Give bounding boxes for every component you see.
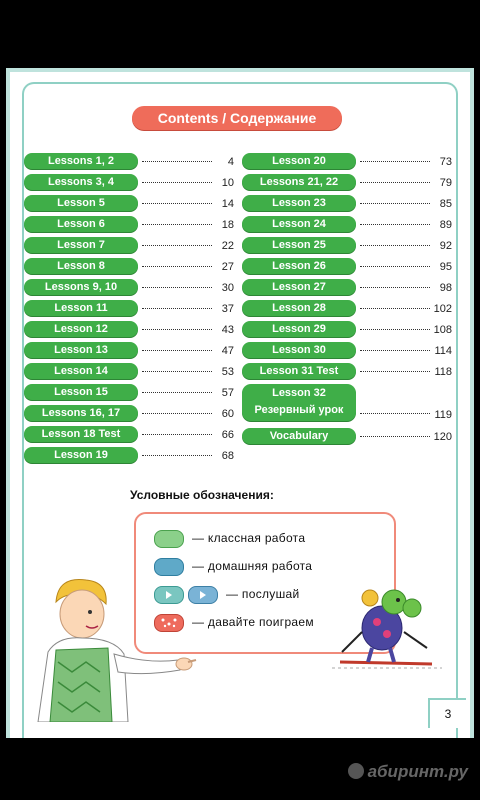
toc-page: 114 [434, 345, 452, 357]
leader-dots [142, 266, 212, 267]
toc-label: Lesson 26 [242, 258, 356, 274]
toc-label: Lesson 29 [242, 321, 356, 337]
leader-dots [360, 245, 430, 246]
toc-page: 73 [439, 156, 452, 168]
toc-row[interactable] [242, 320, 452, 341]
leader-dots [142, 203, 212, 204]
toc-label: Lesson 25 [242, 237, 356, 253]
toc-row[interactable] [242, 236, 452, 257]
leader-dots [142, 245, 212, 246]
toc-row[interactable] [242, 341, 452, 362]
legend-text: — давайте поиграем [192, 615, 314, 629]
toc-page: 119 [434, 409, 452, 421]
toc-row[interactable] [242, 278, 452, 299]
leader-dots [142, 455, 212, 456]
toc-page: 98 [439, 282, 452, 294]
toc-row[interactable] [242, 257, 452, 278]
toc-row[interactable] [24, 152, 234, 173]
leader-dots [360, 329, 430, 330]
leader-dots [360, 308, 430, 309]
toc-label: Lesson 6 [24, 216, 138, 232]
toc-row[interactable] [242, 427, 452, 448]
toc-page: 53 [221, 366, 234, 378]
leader-dots [142, 329, 212, 330]
toc-label: Lessons 16, 17 [24, 405, 138, 421]
toc-label: Lesson 8 [24, 258, 138, 274]
toc-label: Lessons 9, 10 [24, 279, 138, 295]
contents-left-column [24, 152, 234, 467]
toc-row[interactable] [24, 404, 234, 425]
toc-label: Lesson 24 [242, 216, 356, 232]
leader-dots [360, 182, 430, 183]
leader-dots [142, 224, 212, 225]
toc-page: 68 [221, 450, 234, 462]
watermark-text: абиринт.ру [367, 762, 468, 781]
toc-row[interactable] [242, 383, 452, 427]
mascot-illustration [332, 582, 442, 672]
toc-row[interactable] [242, 362, 452, 383]
toc-label: Lesson 19 [24, 447, 138, 463]
leader-dots [142, 308, 212, 309]
toc-row[interactable] [242, 173, 452, 194]
leader-dots [142, 161, 212, 162]
leader-dots [360, 436, 430, 437]
toc-label: Lesson 12 [24, 321, 138, 337]
toc-row[interactable] [242, 215, 452, 236]
toc-page: 14 [221, 198, 234, 210]
toc-page: 60 [221, 408, 234, 420]
toc-page: 4 [227, 156, 234, 168]
legend-text: — послушай [226, 587, 300, 601]
toc-label: Lessons 21, 22 [242, 174, 356, 190]
labyrinth-logo-icon [348, 763, 364, 779]
toc-page: 27 [221, 261, 234, 273]
toc-row[interactable] [24, 299, 234, 320]
toc-label: Lessons 1, 2 [24, 153, 138, 169]
leader-dots [142, 182, 212, 183]
legend-title: Условные обозначения: [130, 488, 274, 502]
toc-label-line2: Резервный урок [254, 404, 344, 416]
toc-row[interactable] [24, 257, 234, 278]
toc-row[interactable] [24, 362, 234, 383]
toc-page: 66 [221, 429, 234, 441]
leader-dots [360, 371, 430, 372]
toc-row[interactable] [24, 173, 234, 194]
leader-dots [360, 350, 430, 351]
toc-row[interactable] [24, 425, 234, 446]
boy-illustration [28, 572, 198, 722]
toc-row[interactable] [24, 320, 234, 341]
leader-dots [360, 266, 430, 267]
toc-page: 120 [433, 431, 452, 443]
toc-row[interactable] [24, 194, 234, 215]
toc-row[interactable] [24, 341, 234, 362]
toc-page: 89 [439, 219, 452, 231]
toc-label: Lesson 18 Test [24, 426, 138, 442]
toc-label: Lesson 13 [24, 342, 138, 358]
toc-row[interactable] [24, 446, 234, 467]
toc-page: 95 [439, 261, 452, 273]
toc-page: 102 [433, 303, 452, 315]
leader-dots [360, 203, 430, 204]
toc-label: Lesson 20 [242, 153, 356, 169]
toc-page: 108 [433, 324, 452, 336]
legend-text: — домашняя работа [192, 559, 313, 573]
toc-label: Lesson 15 [24, 384, 138, 400]
book-page [6, 68, 474, 738]
toc-row[interactable] [242, 152, 452, 173]
toc-label: Lesson 23 [242, 195, 356, 211]
leader-dots [360, 287, 430, 288]
legend-text: — классная работа [192, 531, 306, 545]
leader-dots [360, 413, 430, 414]
toc-page: 37 [221, 303, 234, 315]
leader-dots [142, 371, 212, 372]
toc-page: 92 [439, 240, 452, 252]
leader-dots [142, 434, 212, 435]
toc-page: 18 [221, 219, 234, 231]
leader-dots [142, 287, 212, 288]
leader-dots [360, 161, 430, 162]
toc-label: Vocabulary [242, 428, 356, 444]
toc-row[interactable] [24, 215, 234, 236]
toc-label: Lesson 27 [242, 279, 356, 295]
toc-page: 22 [221, 240, 234, 252]
leader-dots [142, 392, 212, 393]
toc-label: Lessons 3, 4 [24, 174, 138, 190]
toc-page: 79 [439, 177, 452, 189]
toc-row[interactable] [242, 299, 452, 320]
toc-page: 10 [221, 177, 234, 189]
page-number: 3 [428, 698, 466, 728]
toc-label: Lesson 31 Test [242, 363, 356, 379]
leader-dots [360, 224, 430, 225]
toc-label: Lesson 7 [24, 237, 138, 253]
toc-page: 57 [221, 387, 234, 399]
green-pill-icon [154, 530, 184, 548]
toc-label: Lesson 11 [24, 300, 138, 316]
toc-page: 47 [221, 345, 234, 357]
toc-row[interactable] [24, 383, 234, 404]
toc-label [242, 384, 356, 421]
toc-page: 85 [439, 198, 452, 210]
toc-row[interactable] [24, 278, 234, 299]
leader-dots [142, 413, 212, 414]
toc-page: 43 [221, 324, 234, 336]
contents-right-column [242, 152, 452, 448]
toc-page: 30 [221, 282, 234, 294]
toc-label: Lesson 5 [24, 195, 138, 211]
toc-label: Lesson 30 [242, 342, 356, 358]
contents-title: Contents / Содержание [132, 106, 342, 130]
toc-row[interactable] [242, 194, 452, 215]
leader-dots [142, 350, 212, 351]
toc-label: Lesson 28 [242, 300, 356, 316]
toc-label: Lesson 14 [24, 363, 138, 379]
toc-label-line1: Lesson 32 [272, 387, 326, 399]
toc-row[interactable] [24, 236, 234, 257]
toc-page: 118 [434, 366, 452, 378]
watermark [348, 762, 468, 782]
